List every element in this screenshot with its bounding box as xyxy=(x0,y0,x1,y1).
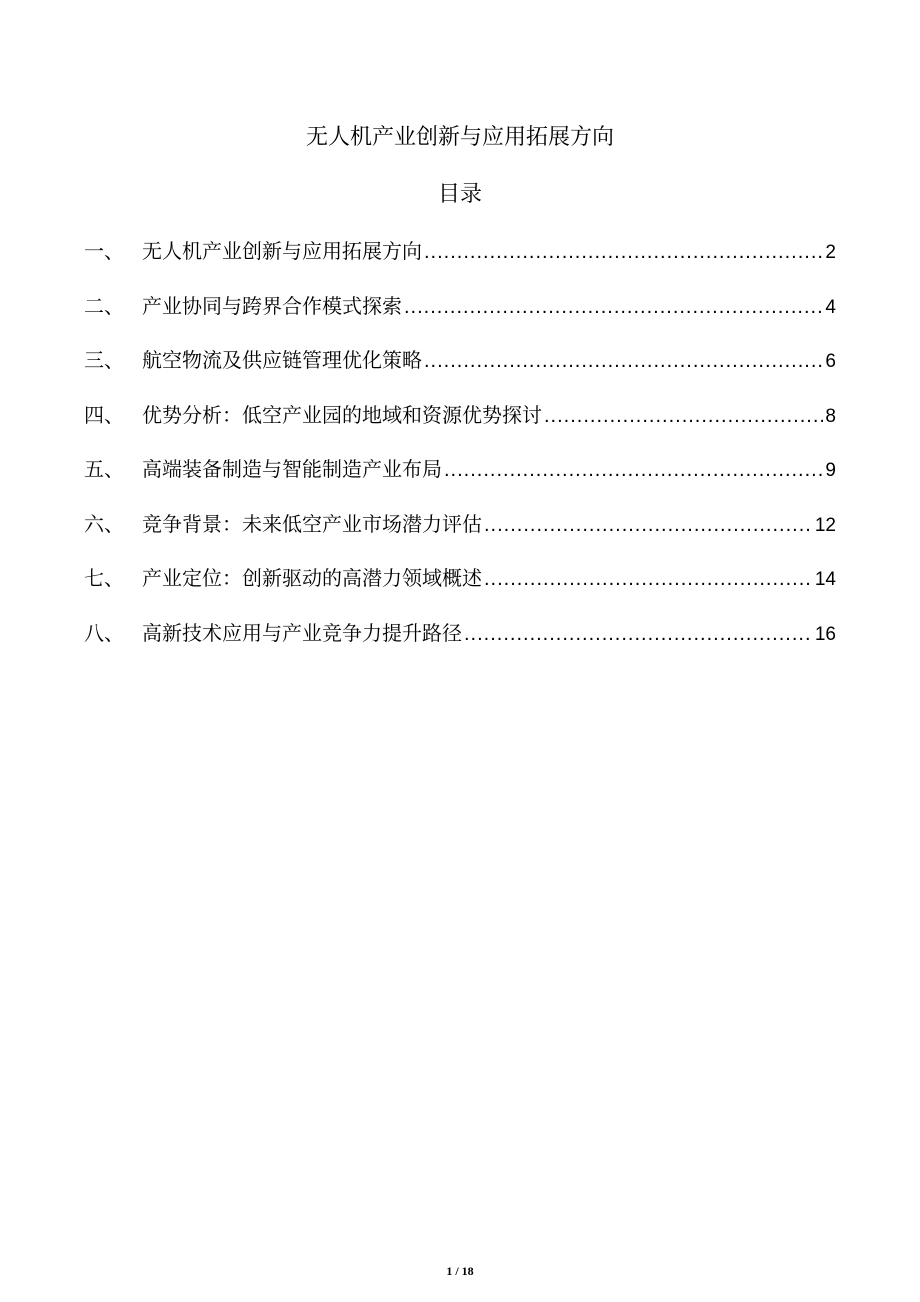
toc-entry-page[interactable]: 2 xyxy=(825,242,836,263)
toc-entry-page[interactable]: 8 xyxy=(825,405,836,427)
toc-entry[interactable] xyxy=(84,557,836,612)
toc-entry-page[interactable]: 16 xyxy=(814,623,836,645)
toc-entry-page[interactable]: 4 xyxy=(825,296,836,318)
toc-entry-number: 七、 xyxy=(84,566,124,590)
toc-entry-title[interactable]: 产业定位：创新驱动的高潜力领域概述 xyxy=(142,566,482,590)
toc-entry-title[interactable]: 高端装备制造与智能制造产业布局 xyxy=(142,457,442,481)
toc-heading: 目录 xyxy=(437,182,482,207)
toc-entry-number: 二、 xyxy=(84,293,124,318)
toc-dot-leader xyxy=(484,558,813,600)
toc-entry[interactable] xyxy=(84,394,836,449)
toc-entry[interactable] xyxy=(84,339,836,394)
toc-entry-title[interactable]: 竞争背景：未来低空产业市场潜力评估 xyxy=(142,511,482,536)
toc-entry-title[interactable]: 高新技术应用与产业竞争力提升路径 xyxy=(142,620,462,645)
toc-entry-number: 五、 xyxy=(84,457,124,481)
toc-entry-number: 一、 xyxy=(84,239,124,263)
toc-entry[interactable] xyxy=(84,612,836,667)
toc-entry[interactable] xyxy=(84,503,836,558)
toc-dot-leader xyxy=(544,395,823,437)
toc-entry[interactable] xyxy=(84,285,836,340)
toc-entry-number: 三、 xyxy=(84,348,124,372)
page-number-footer: 1 / 18 xyxy=(446,1264,474,1278)
toc-dot-leader xyxy=(484,504,813,546)
table-of-contents xyxy=(84,230,836,666)
toc-entry-title[interactable]: 产业协同与跨界合作模式探索 xyxy=(142,293,402,318)
toc-entry-number: 六、 xyxy=(84,511,124,536)
toc-entry-page[interactable]: 14 xyxy=(814,569,836,590)
toc-entry-title[interactable]: 航空物流及供应链管理优化策略 xyxy=(142,348,422,372)
toc-entry-number: 八、 xyxy=(84,620,124,645)
toc-entry-page[interactable]: 9 xyxy=(825,460,836,481)
toc-entry[interactable] xyxy=(84,448,836,503)
toc-entry-page[interactable]: 6 xyxy=(825,351,836,372)
toc-dot-leader xyxy=(464,613,813,655)
toc-entry[interactable] xyxy=(84,230,836,285)
toc-entry-title[interactable]: 无人机产业创新与应用拓展方向 xyxy=(142,239,422,263)
toc-dot-leader xyxy=(424,231,823,273)
toc-entry-page[interactable]: 12 xyxy=(814,514,836,536)
toc-dot-leader xyxy=(404,286,823,328)
toc-entry-number: 四、 xyxy=(84,402,124,427)
toc-dot-leader xyxy=(444,449,823,491)
toc-dot-leader xyxy=(424,340,823,382)
document-title: 无人机产业创新与应用拓展方向 xyxy=(305,125,614,150)
toc-entry-title[interactable]: 优势分析：低空产业园的地域和资源优势探讨 xyxy=(142,402,542,427)
